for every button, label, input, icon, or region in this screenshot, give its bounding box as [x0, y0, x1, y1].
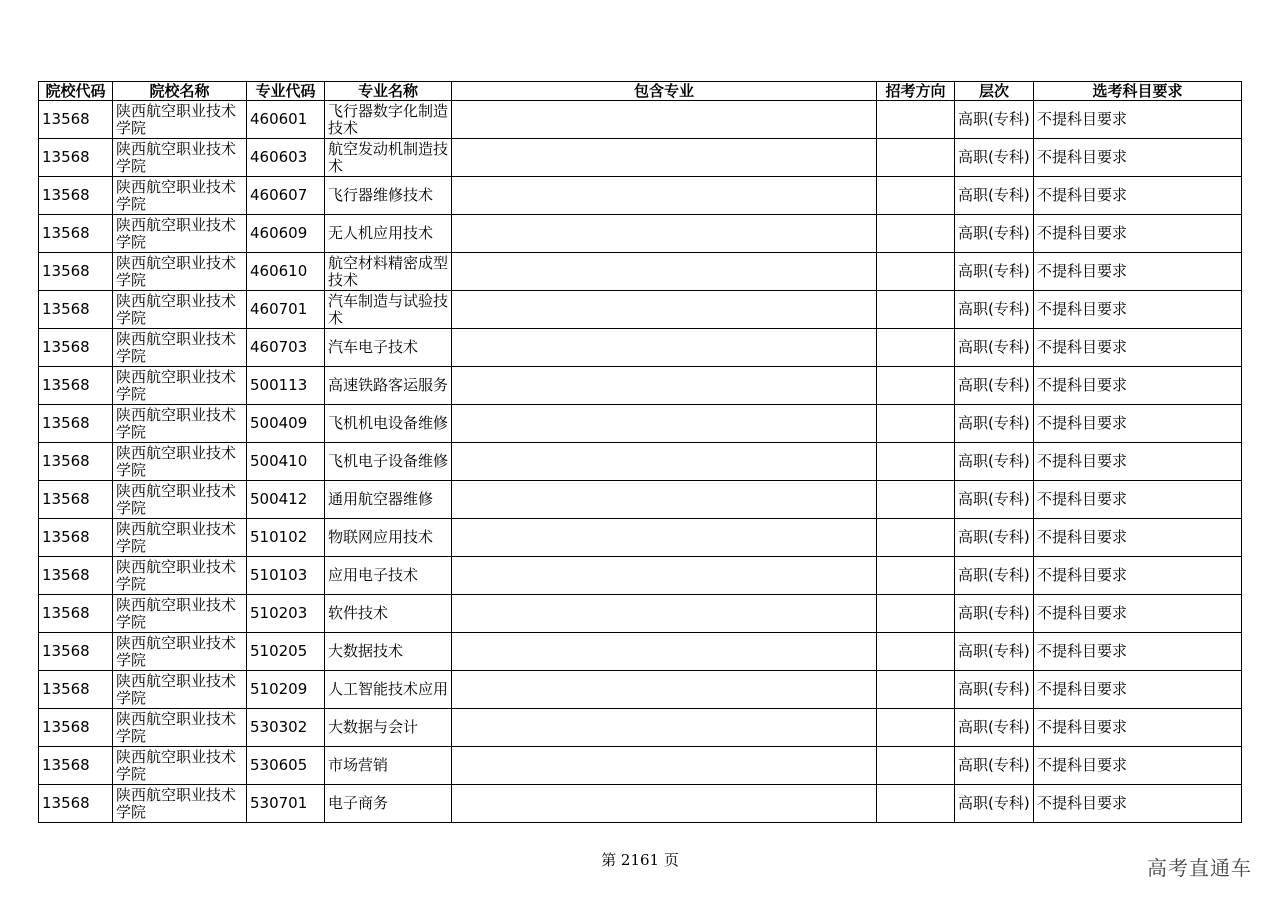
cell-major-code: 500113: [247, 367, 325, 405]
cell-included-majors: [452, 633, 877, 671]
cell-subject-requirement: 不提科目要求: [1034, 215, 1242, 253]
cell-level: 高职(专科): [955, 671, 1034, 709]
admissions-table: [38, 81, 1242, 823]
cell-level: 高职(专科): [955, 139, 1034, 177]
cell-level: 高职(专科): [955, 291, 1034, 329]
cell-major-code: 500409: [247, 405, 325, 443]
cell-major-code: 460609: [247, 215, 325, 253]
cell-school-name: 陕西航空职业技术学院: [113, 633, 247, 671]
cell-subject-requirement: 不提科目要求: [1034, 405, 1242, 443]
cell-major-code: 500412: [247, 481, 325, 519]
cell-level: 高职(专科): [955, 101, 1034, 139]
cell-school-code: 13568: [39, 633, 113, 671]
table-row: [39, 747, 1242, 785]
cell-school-code: 13568: [39, 329, 113, 367]
cell-subject-requirement: 不提科目要求: [1034, 557, 1242, 595]
cell-school-code: 13568: [39, 747, 113, 785]
cell-school-name: 陕西航空职业技术学院: [113, 671, 247, 709]
cell-major-code: 510205: [247, 633, 325, 671]
cell-level: 高职(专科): [955, 747, 1034, 785]
cell-school-name: 陕西航空职业技术学院: [113, 253, 247, 291]
header-school-code: 院校代码: [39, 82, 113, 101]
cell-school-name: 陕西航空职业技术学院: [113, 215, 247, 253]
table-row: [39, 671, 1242, 709]
header-school-name: 院校名称: [113, 82, 247, 101]
cell-included-majors: [452, 291, 877, 329]
cell-major-name: 飞行器数字化制造技术: [325, 101, 452, 139]
cell-school-name: 陕西航空职业技术学院: [113, 595, 247, 633]
cell-direction: [877, 519, 955, 557]
cell-level: 高职(专科): [955, 367, 1034, 405]
cell-subject-requirement: 不提科目要求: [1034, 177, 1242, 215]
cell-direction: [877, 747, 955, 785]
cell-school-name: 陕西航空职业技术学院: [113, 709, 247, 747]
cell-level: 高职(专科): [955, 253, 1034, 291]
cell-subject-requirement: 不提科目要求: [1034, 595, 1242, 633]
header-major-name: 专业名称: [325, 82, 452, 101]
table-row: [39, 557, 1242, 595]
cell-included-majors: [452, 557, 877, 595]
header-direction: 招考方向: [877, 82, 955, 101]
cell-level: 高职(专科): [955, 519, 1034, 557]
cell-school-code: 13568: [39, 671, 113, 709]
cell-school-code: 13568: [39, 405, 113, 443]
cell-level: 高职(专科): [955, 215, 1034, 253]
cell-major-name: 通用航空器维修: [325, 481, 452, 519]
cell-major-name: 大数据技术: [325, 633, 452, 671]
table-row: [39, 633, 1242, 671]
table-row: [39, 215, 1242, 253]
cell-included-majors: [452, 671, 877, 709]
cell-major-name: 应用电子技术: [325, 557, 452, 595]
cell-subject-requirement: 不提科目要求: [1034, 367, 1242, 405]
header-subject-requirement: 选考科目要求: [1034, 82, 1242, 101]
cell-direction: [877, 633, 955, 671]
cell-school-name: 陕西航空职业技术学院: [113, 329, 247, 367]
cell-direction: [877, 215, 955, 253]
cell-included-majors: [452, 101, 877, 139]
cell-major-name: 飞机电子设备维修: [325, 443, 452, 481]
cell-included-majors: [452, 253, 877, 291]
cell-direction: [877, 405, 955, 443]
cell-level: 高职(专科): [955, 633, 1034, 671]
table-row: [39, 481, 1242, 519]
cell-subject-requirement: 不提科目要求: [1034, 139, 1242, 177]
cell-school-code: 13568: [39, 519, 113, 557]
cell-school-code: 13568: [39, 177, 113, 215]
cell-major-name: 汽车制造与试验技术: [325, 291, 452, 329]
cell-major-name: 飞机机电设备维修: [325, 405, 452, 443]
table-row: [39, 177, 1242, 215]
cell-included-majors: [452, 367, 877, 405]
cell-school-name: 陕西航空职业技术学院: [113, 367, 247, 405]
cell-school-name: 陕西航空职业技术学院: [113, 177, 247, 215]
cell-included-majors: [452, 595, 877, 633]
cell-included-majors: [452, 139, 877, 177]
cell-major-name: 市场营销: [325, 747, 452, 785]
cell-direction: [877, 177, 955, 215]
cell-school-name: 陕西航空职业技术学院: [113, 481, 247, 519]
table-row: [39, 101, 1242, 139]
cell-subject-requirement: 不提科目要求: [1034, 253, 1242, 291]
cell-included-majors: [452, 481, 877, 519]
cell-included-majors: [452, 177, 877, 215]
cell-school-name: 陕西航空职业技术学院: [113, 785, 247, 823]
cell-subject-requirement: 不提科目要求: [1034, 747, 1242, 785]
cell-major-name: 航空发动机制造技术: [325, 139, 452, 177]
cell-major-code: 460610: [247, 253, 325, 291]
table-row: [39, 139, 1242, 177]
cell-level: 高职(专科): [955, 405, 1034, 443]
cell-major-code: 530302: [247, 709, 325, 747]
cell-school-code: 13568: [39, 215, 113, 253]
cell-major-name: 人工智能技术应用: [325, 671, 452, 709]
cell-major-code: 530701: [247, 785, 325, 823]
cell-subject-requirement: 不提科目要求: [1034, 481, 1242, 519]
cell-school-code: 13568: [39, 557, 113, 595]
header-included-majors: 包含专业: [452, 82, 877, 101]
cell-major-code: 460601: [247, 101, 325, 139]
cell-level: 高职(专科): [955, 595, 1034, 633]
cell-subject-requirement: 不提科目要求: [1034, 633, 1242, 671]
cell-subject-requirement: 不提科目要求: [1034, 329, 1242, 367]
cell-major-name: 航空材料精密成型技术: [325, 253, 452, 291]
table-row: [39, 291, 1242, 329]
table-header-row: [39, 82, 1242, 101]
cell-school-name: 陕西航空职业技术学院: [113, 291, 247, 329]
cell-school-name: 陕西航空职业技术学院: [113, 101, 247, 139]
cell-major-code: 510203: [247, 595, 325, 633]
cell-school-code: 13568: [39, 785, 113, 823]
cell-major-code: 460701: [247, 291, 325, 329]
cell-major-name: 物联网应用技术: [325, 519, 452, 557]
cell-school-code: 13568: [39, 291, 113, 329]
cell-school-name: 陕西航空职业技术学院: [113, 519, 247, 557]
cell-level: 高职(专科): [955, 443, 1034, 481]
cell-major-name: 电子商务: [325, 785, 452, 823]
cell-major-code: 460607: [247, 177, 325, 215]
cell-major-name: 高速铁路客运服务: [325, 367, 452, 405]
cell-level: 高职(专科): [955, 785, 1034, 823]
cell-school-code: 13568: [39, 253, 113, 291]
cell-school-code: 13568: [39, 367, 113, 405]
cell-included-majors: [452, 329, 877, 367]
cell-included-majors: [452, 785, 877, 823]
cell-major-code: 530605: [247, 747, 325, 785]
cell-included-majors: [452, 747, 877, 785]
cell-major-code: 510102: [247, 519, 325, 557]
cell-school-code: 13568: [39, 139, 113, 177]
cell-major-name: 飞行器维修技术: [325, 177, 452, 215]
cell-major-name: 无人机应用技术: [325, 215, 452, 253]
table-row: [39, 595, 1242, 633]
header-major-code: 专业代码: [247, 82, 325, 101]
cell-direction: [877, 671, 955, 709]
cell-level: 高职(专科): [955, 481, 1034, 519]
cell-school-name: 陕西航空职业技术学院: [113, 443, 247, 481]
cell-included-majors: [452, 405, 877, 443]
table-row: [39, 253, 1242, 291]
page-number: 第 2161 页: [601, 851, 679, 869]
cell-major-code: 460703: [247, 329, 325, 367]
cell-direction: [877, 329, 955, 367]
cell-direction: [877, 367, 955, 405]
cell-school-name: 陕西航空职业技术学院: [113, 405, 247, 443]
cell-school-name: 陕西航空职业技术学院: [113, 139, 247, 177]
cell-level: 高职(专科): [955, 557, 1034, 595]
cell-subject-requirement: 不提科目要求: [1034, 519, 1242, 557]
cell-included-majors: [452, 215, 877, 253]
cell-level: 高职(专科): [955, 329, 1034, 367]
cell-school-code: 13568: [39, 481, 113, 519]
header-level: 层次: [955, 82, 1034, 101]
cell-school-code: 13568: [39, 595, 113, 633]
cell-direction: [877, 785, 955, 823]
table-row: [39, 367, 1242, 405]
cell-major-name: 大数据与会计: [325, 709, 452, 747]
cell-school-code: 13568: [39, 709, 113, 747]
cell-subject-requirement: 不提科目要求: [1034, 709, 1242, 747]
cell-major-code: 510103: [247, 557, 325, 595]
cell-major-code: 500410: [247, 443, 325, 481]
cell-subject-requirement: 不提科目要求: [1034, 443, 1242, 481]
cell-included-majors: [452, 443, 877, 481]
cell-direction: [877, 557, 955, 595]
cell-subject-requirement: 不提科目要求: [1034, 785, 1242, 823]
cell-subject-requirement: 不提科目要求: [1034, 101, 1242, 139]
cell-direction: [877, 139, 955, 177]
cell-subject-requirement: 不提科目要求: [1034, 291, 1242, 329]
cell-direction: [877, 595, 955, 633]
cell-level: 高职(专科): [955, 177, 1034, 215]
cell-included-majors: [452, 519, 877, 557]
watermark: 高考直通车: [1147, 856, 1252, 880]
cell-direction: [877, 253, 955, 291]
cell-direction: [877, 291, 955, 329]
table-row: [39, 405, 1242, 443]
cell-direction: [877, 709, 955, 747]
table-row: [39, 709, 1242, 747]
cell-major-name: 软件技术: [325, 595, 452, 633]
cell-direction: [877, 481, 955, 519]
cell-major-name: 汽车电子技术: [325, 329, 452, 367]
table-row: [39, 785, 1242, 823]
table-row: [39, 443, 1242, 481]
cell-school-code: 13568: [39, 443, 113, 481]
cell-direction: [877, 101, 955, 139]
cell-direction: [877, 443, 955, 481]
cell-school-name: 陕西航空职业技术学院: [113, 747, 247, 785]
table-row: [39, 519, 1242, 557]
cell-level: 高职(专科): [955, 709, 1034, 747]
table-row: [39, 329, 1242, 367]
cell-subject-requirement: 不提科目要求: [1034, 671, 1242, 709]
cell-major-code: 460603: [247, 139, 325, 177]
cell-included-majors: [452, 709, 877, 747]
table-body: [39, 101, 1242, 823]
cell-school-name: 陕西航空职业技术学院: [113, 557, 247, 595]
cell-major-code: 510209: [247, 671, 325, 709]
cell-school-code: 13568: [39, 101, 113, 139]
